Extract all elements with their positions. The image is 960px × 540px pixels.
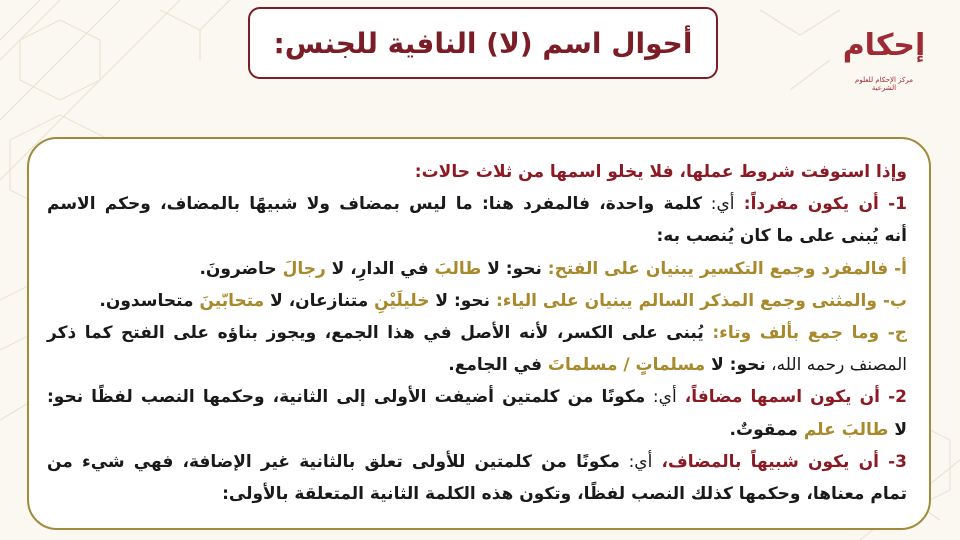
text-segment: ج- وما جمع بألف وتاء: [703, 323, 907, 344]
text-segment: 3- أن يكون شبيهاً بالمضاف، [652, 451, 907, 472]
text-segment: المصنف رحمه الله، [765, 355, 907, 376]
text-segment: 1- أن يكون مفرداً: [734, 194, 907, 215]
text-segment: نحو: لا [429, 290, 491, 311]
text-segment: حاضرونَ. [199, 258, 283, 279]
text-segment: متنازعان، لا [264, 290, 375, 311]
text-line [47, 478, 907, 510]
text-line [47, 381, 907, 413]
text-line [47, 317, 907, 349]
text-segment: علم [803, 419, 836, 440]
text-segment: لا [888, 419, 907, 440]
text-segment: ممقوتٌ. [729, 419, 804, 440]
text-segment: وإذا استوفت شروط عملها، فلا يخلو اسمها من ثلاث حالات: [414, 162, 907, 182]
text-line [47, 414, 907, 446]
text-segment: متحاسدون. [99, 290, 200, 311]
text-line [47, 156, 907, 188]
text-body [47, 156, 907, 510]
logo-word: إحكام [842, 28, 926, 63]
text-segment: ب- والمثنى وجمع المذكر السالم يبنيان على الياء: [490, 290, 907, 311]
logo-subtitle: مركز الإحكام للعلوم الشرعية [855, 76, 913, 92]
text-line [47, 446, 907, 478]
text-line [47, 285, 907, 317]
text-line [47, 188, 907, 220]
text-segment: رجالَ [282, 258, 326, 279]
text-segment: أي: [702, 194, 735, 215]
text-segment: أي: [619, 451, 653, 472]
text-segment: نحو: لا [705, 355, 766, 376]
text-segment: مكونًا من كلمتين أضيفت الأولى إلى الثانية، وحكمها النصب لفظًا نحو: [47, 387, 646, 408]
text-segment: كلمة واحدة، فالمفرد هنا: ما ليس بمضاف ولا شبيهًا بالمضاف، وحكم الاسم [47, 194, 703, 215]
text-segment: خليلَيْنِ [374, 290, 430, 311]
text-segment: يُبنى على الكسر، لأنه الأصل في هذا الجمع، ويجوز بناؤه على الفتح كما ذكر [47, 323, 704, 344]
text-segment: أ- فالمفرد وجمع التكسير يبنيان على الفتح: [541, 258, 907, 279]
text-segment: أنه يُبنى على ما كان يُنصب به: [656, 226, 907, 247]
text-segment: أي: [645, 387, 677, 408]
text-segment: طالبَ [434, 258, 482, 279]
text-segment: في الدارِ، لا [325, 258, 435, 279]
text-line [47, 349, 907, 381]
text-segment: متحابّينَ [199, 290, 265, 311]
text-segment: في الجامع. [448, 355, 548, 376]
text-line [47, 253, 907, 285]
title-box [248, 7, 718, 79]
text-segment: مسلماتٍ / مسلماتَ [547, 355, 706, 376]
text-line [47, 220, 907, 252]
text-segment: تمام معناها، وحكمها كذلك النصب لفظًا، وتكون هذه الكلمة الثانية المتعلقة بالأولى: [222, 484, 907, 505]
text-segment: مكونًا من كلمتين للأولى تعلق بالثانية غير الإضافة، فهي شيء من [47, 451, 620, 472]
text-segment: 2- أن يكون اسمها مضافاً، [676, 387, 907, 408]
text-segment: طالبَ [841, 419, 889, 440]
text-segment: نحو: لا [481, 258, 542, 279]
page-title: أحوال اسم (لا) النافية للجنس: [273, 26, 693, 60]
logo [842, 24, 926, 94]
content-box [27, 137, 931, 530]
